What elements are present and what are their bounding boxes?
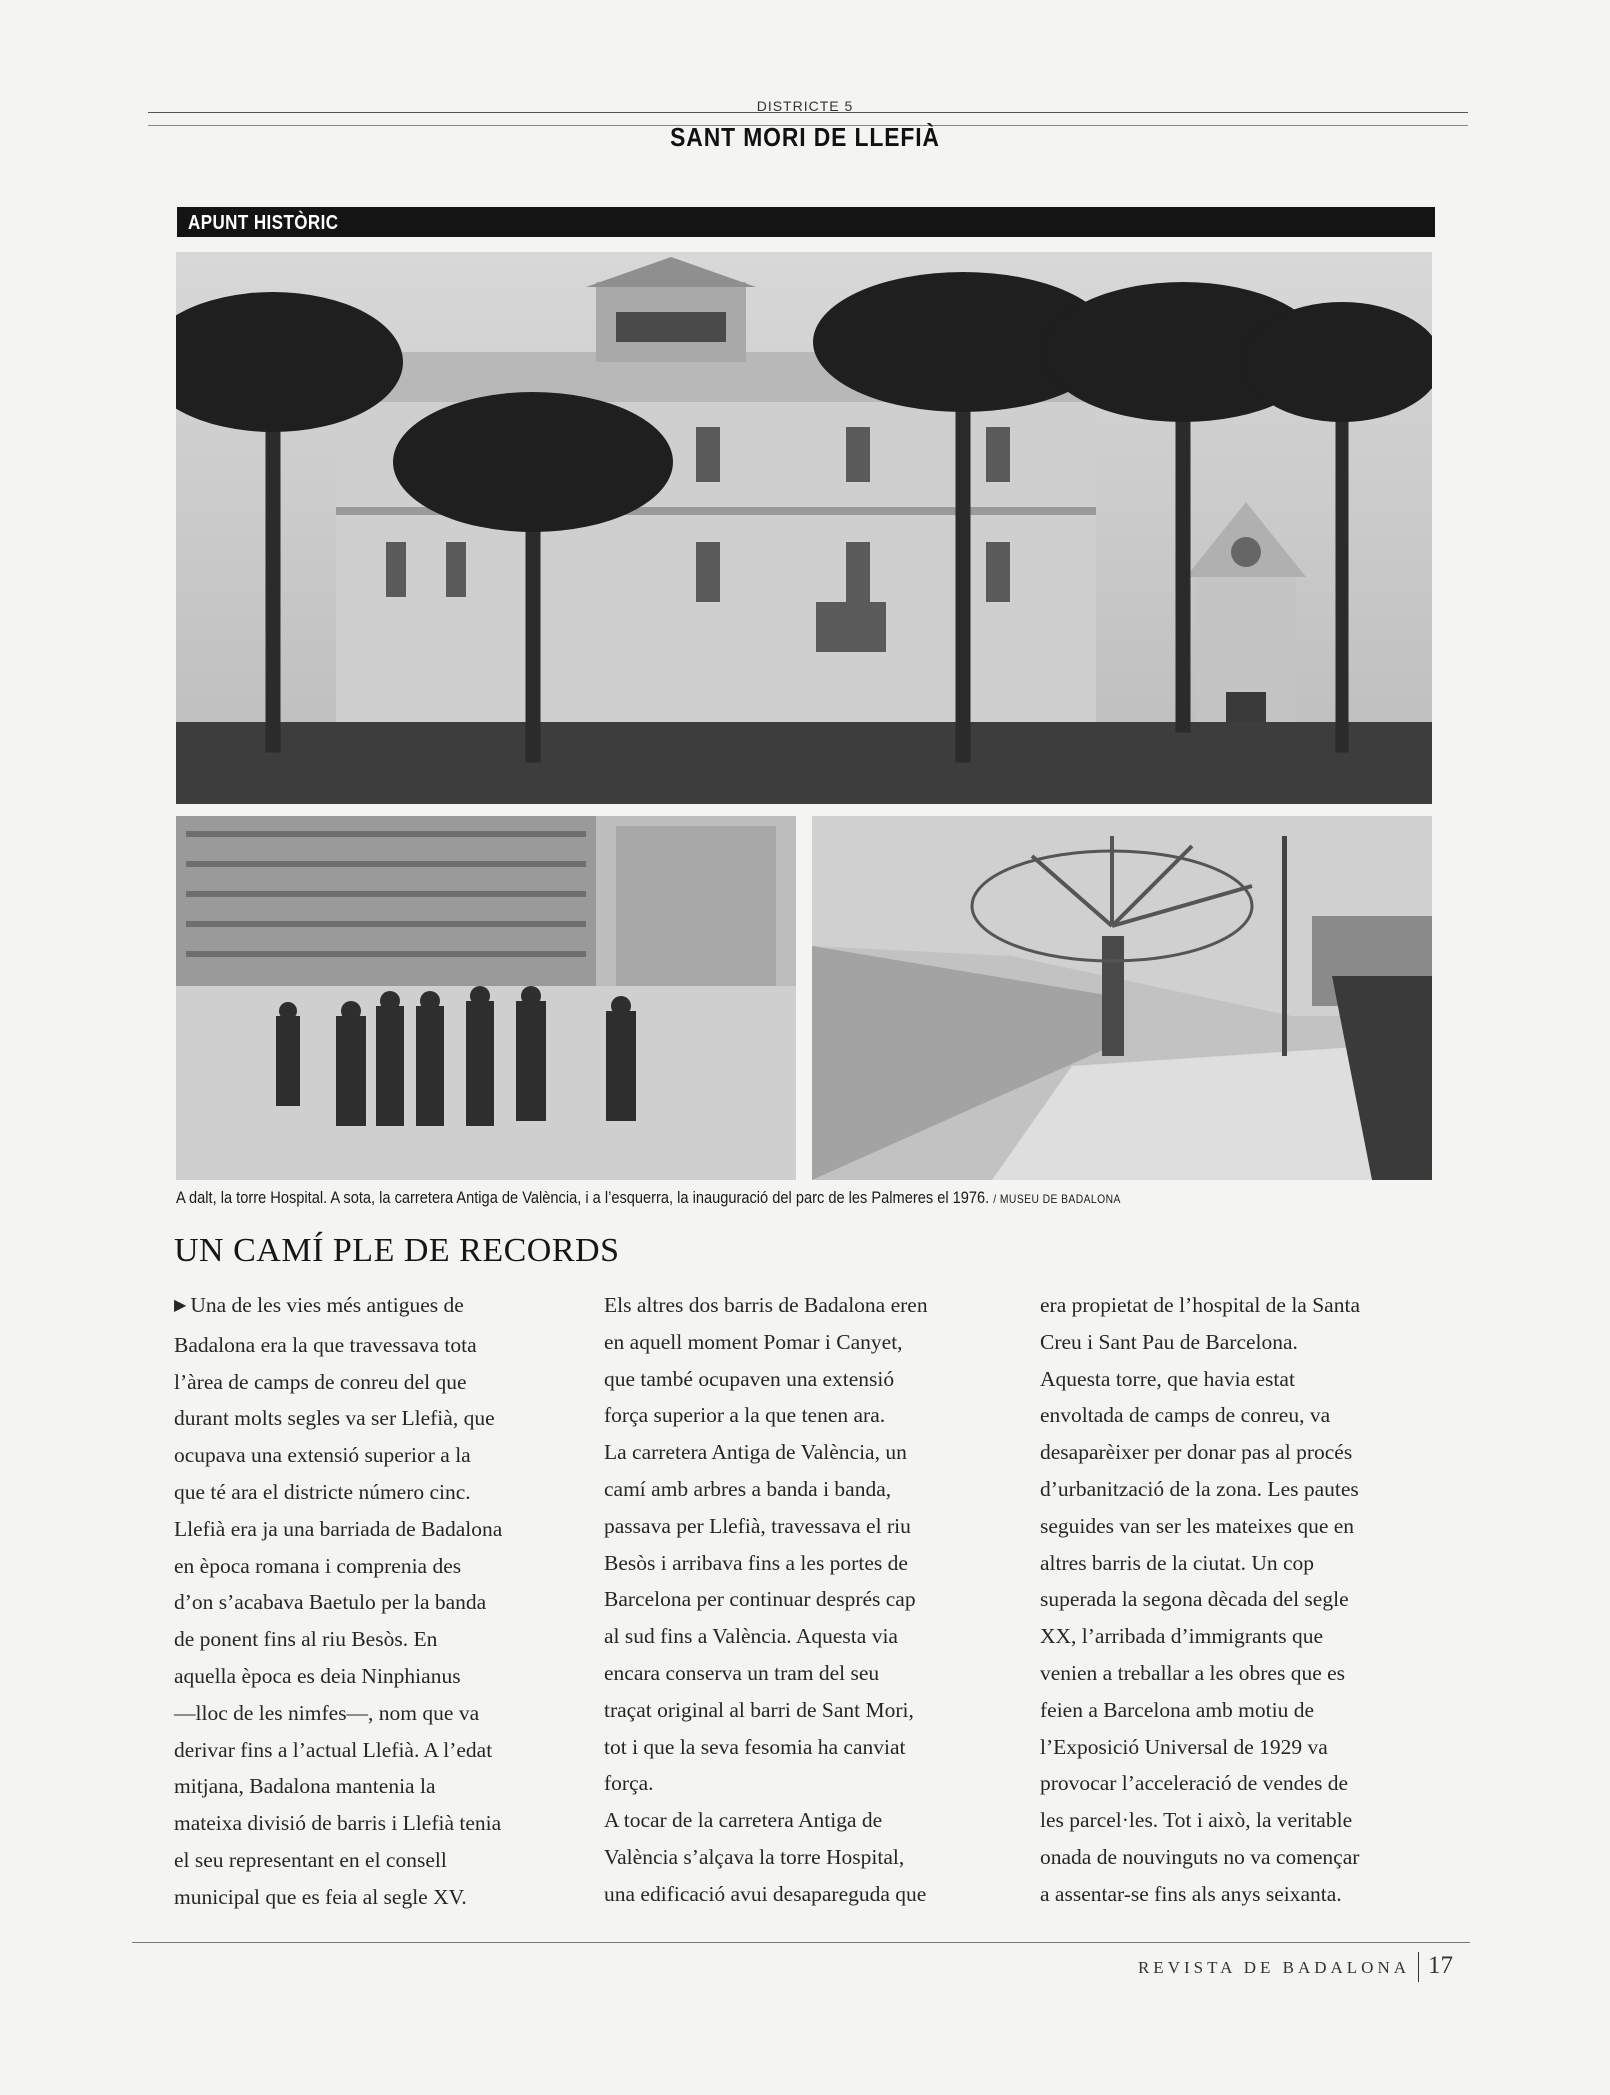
column-line: força.	[604, 1771, 654, 1796]
column-line: Aquesta torre, que havia estat	[1040, 1366, 1295, 1391]
magazine-name: REVISTA DE BADALONA	[1137, 1958, 1410, 1977]
column-line: provocar l’acceleració de vendes de	[1040, 1771, 1348, 1796]
column-line: de ponent fins al riu Besòs. En	[174, 1627, 438, 1652]
column-line: Els altres dos barris de Badalona eren	[604, 1293, 928, 1317]
column-line: era propietat de l’hospital de la Santa	[1040, 1293, 1360, 1317]
column-line: ocupava una extensió superior a la	[174, 1443, 471, 1468]
column-line: feien a Barcelona amb motiu de	[1040, 1697, 1315, 1722]
photo-caption	[176, 1188, 1260, 1208]
footer-rule	[132, 1942, 1470, 1943]
column-line: altres barris de la ciutat. Un cop	[1040, 1550, 1315, 1575]
section-label: APUNT HISTÒRIC	[188, 212, 339, 234]
column-line: Creu i Sant Pau de Barcelona.	[1040, 1329, 1298, 1354]
column-line: passava per Llefià, travessava el riu	[604, 1513, 911, 1538]
page-title: SANT MORI DE LLEFIÀ	[670, 122, 940, 152]
column-line: a assentar-se fins als anys seixanta.	[1040, 1881, 1342, 1906]
column-line: mateixa divisió de barris i Llefià tenia	[174, 1811, 502, 1836]
column-line: seguides van ser les mateixes que en	[1040, 1513, 1355, 1538]
column-line: l’Exposició Universal de 1929 va	[1040, 1734, 1328, 1759]
page-number: 17	[1428, 1952, 1453, 1979]
column-line: aquella època es deia Ninphianus	[174, 1663, 461, 1688]
column-line: el seu representant en el consell	[174, 1847, 447, 1872]
column-line: A tocar de la carretera Antiga de	[604, 1808, 883, 1833]
column-line: mitjana, Badalona mantenia la	[174, 1774, 436, 1799]
article-column-1	[174, 1287, 554, 1916]
column-line: encara conserva un tram del seu	[604, 1660, 880, 1685]
column-line: força superior a la que tenen ara.	[604, 1403, 886, 1428]
photo-inauguracio-parc	[176, 816, 796, 1180]
column-line: d’urbanització de la zona. Les pautes	[1040, 1476, 1359, 1501]
column-line: en aquell moment Pomar i Canyet,	[604, 1329, 903, 1354]
column-line: d’on s’acabava Baetulo per la banda	[174, 1590, 487, 1615]
column-line: traçat original al barri de Sant Mori,	[604, 1697, 914, 1722]
footer-separator	[1418, 1952, 1419, 1982]
column-line: onada de nouvinguts no va començar	[1040, 1844, 1360, 1869]
column-line: València s’alçava la torre Hospital,	[604, 1844, 905, 1869]
column-line: camí amb arbres a banda i banda,	[604, 1476, 892, 1501]
column-line: que també ocupaven una extensió	[604, 1366, 895, 1391]
column-line: durant molts segles va ser Llefià, que	[174, 1406, 495, 1431]
caption-text: A dalt, la torre Hospital. A sota, la carretera Antiga de València, i a l’esquerra, la inauguració del parc de les Palmeres el 1976.	[176, 1188, 990, 1207]
column-line: una edificació avui desapareguda que	[604, 1881, 927, 1906]
column-line: les parcel·les. Tot i això, la veritable	[1040, 1808, 1353, 1833]
article-headline: UN CAMÍ PLE DE RECORDS	[174, 1232, 620, 1269]
column-line: Llefià era ja una barriada de Badalona	[174, 1516, 503, 1541]
column-line: La carretera Antiga de València, un	[604, 1440, 907, 1465]
column-line: venien a treballar a les obres que es	[1040, 1660, 1346, 1685]
district-label: DISTRICTE 5	[756, 98, 854, 114]
caption-credit: / MUSEU DE BADALONA	[993, 1192, 1121, 1206]
column-line: municipal que es feia al segle XV.	[174, 1884, 467, 1909]
column-line: —lloc de les nimfes—, nom que va	[174, 1700, 480, 1725]
column-line: al sud fins a València. Aquesta via	[604, 1624, 898, 1649]
column-line: Besòs i arribava fins a les portes de	[604, 1550, 908, 1575]
bullet-triangle-icon: ▶	[174, 1297, 187, 1314]
column-line: ▶ Una de les vies més antigues de	[174, 1293, 464, 1317]
photo-torre-hospital	[176, 252, 1432, 804]
column-line: envoltada de camps de conreu, va	[1040, 1403, 1331, 1428]
article-column-3	[1040, 1287, 1420, 1913]
column-line: superada la segona dècada del segle	[1040, 1587, 1349, 1612]
column-line: XX, l’arribada d’immigrants que	[1040, 1624, 1323, 1649]
section-bar	[177, 207, 1435, 237]
column-line: l’àrea de camps de conreu del que	[174, 1369, 467, 1394]
column-line: que té ara el districte número cinc.	[174, 1479, 471, 1504]
column-line: Badalona era la que travessava tota	[174, 1332, 477, 1357]
column-line: derivar fins a l’actual Llefià. A l’edat	[174, 1737, 493, 1762]
column-line: tot i que la seva fesomia ha canviat	[604, 1734, 906, 1759]
column-line: desaparèixer per donar pas al procés	[1040, 1440, 1353, 1465]
column-line: en època romana i comprenia des	[174, 1553, 462, 1578]
photo-carretera-antiga	[812, 816, 1432, 1180]
column-line: Barcelona per continuar després cap	[604, 1587, 916, 1612]
article-column-2	[604, 1287, 984, 1913]
